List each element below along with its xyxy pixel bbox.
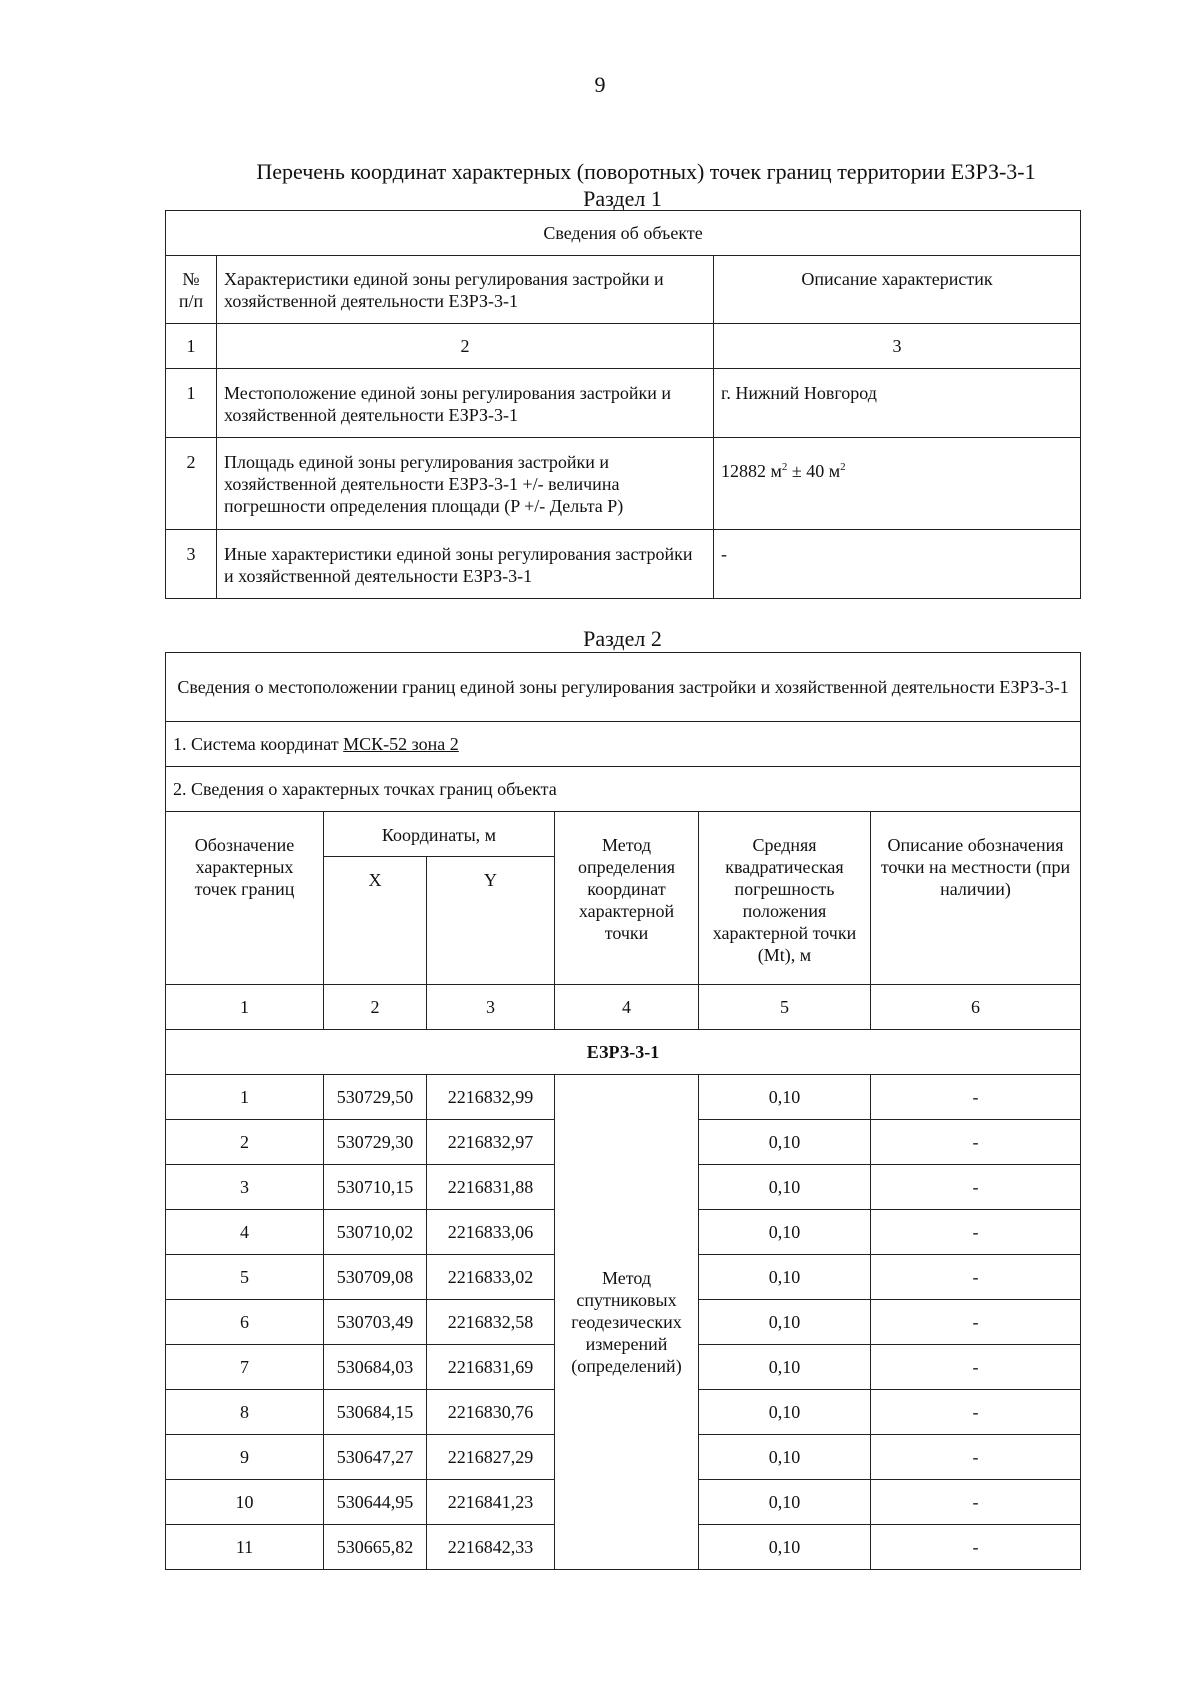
header-characteristics: Характеристики единой зоны регулирования застройки и хозяйственной деятельности ЕЗРЗ-3-1 — [217, 256, 714, 324]
point-mt: 0,10 — [699, 1300, 871, 1345]
point-mt: 0,10 — [699, 1390, 871, 1435]
points-caption-row — [166, 767, 1081, 812]
point-id: 1 — [166, 1075, 324, 1120]
point-id: 8 — [166, 1390, 324, 1435]
point-mt: 0,10 — [699, 1345, 871, 1390]
col-number-2: 2 — [217, 324, 714, 369]
col-number-5: 5 — [699, 985, 871, 1030]
row-value: - — [714, 530, 1081, 599]
boundary-points-table — [165, 652, 1081, 1570]
point-x: 530703,49 — [324, 1300, 427, 1345]
row-name: Площадь единой зоны регулирования застройки и хозяйственной деятельности ЕЗРЗ-3-1 +/- величина погрешности определения площади (P +/- Дельта P) — [217, 438, 714, 530]
point-desc: - — [871, 1300, 1081, 1345]
point-desc: - — [871, 1390, 1081, 1435]
tolerance-unit-power: 2 — [840, 461, 846, 473]
point-x: 530665,82 — [324, 1525, 427, 1570]
point-id: 10 — [166, 1480, 324, 1525]
header-description: Описание характеристик — [714, 256, 1081, 324]
section-1-title: Раздел 1 — [583, 186, 662, 211]
point-y: 2216833,06 — [427, 1210, 555, 1255]
point-desc: - — [871, 1435, 1081, 1480]
point-x: 530647,27 — [324, 1435, 427, 1480]
point-mt: 0,10 — [699, 1075, 871, 1120]
point-desc: - — [871, 1255, 1081, 1300]
col-number-3: 3 — [427, 985, 555, 1030]
object-info-row — [166, 369, 1081, 438]
header-coords: Координаты, м — [324, 812, 555, 857]
object-info-caption-row — [166, 211, 1081, 256]
point-mt: 0,10 — [699, 1165, 871, 1210]
header-y: Y — [427, 857, 555, 985]
document-title: Перечень координат характерных (поворотных) точек границ территории ЕЗРЗ-3-1 — [256, 159, 1036, 184]
header-point: Обозначение характерных точек границ — [166, 812, 324, 985]
col-number-2: 2 — [324, 985, 427, 1030]
point-id: 6 — [166, 1300, 324, 1345]
area-number: 12882 м — [721, 461, 782, 481]
points-caption: 2. Сведения о характерных точках границ объекта — [166, 767, 1081, 812]
coord-system-row — [166, 722, 1081, 767]
point-id: 4 — [166, 1210, 324, 1255]
point-x: 530684,15 — [324, 1390, 427, 1435]
point-y: 2216831,88 — [427, 1165, 555, 1210]
point-y: 2216832,99 — [427, 1075, 555, 1120]
point-id: 5 — [166, 1255, 324, 1300]
point-id: 11 — [166, 1525, 324, 1570]
object-info-table — [165, 210, 1081, 599]
point-x: 530709,08 — [324, 1255, 427, 1300]
point-row — [166, 1075, 1081, 1120]
header-num: № п/п — [166, 256, 217, 324]
point-x: 530729,30 — [324, 1120, 427, 1165]
col-number-1: 1 — [166, 324, 217, 369]
row-num: 3 — [166, 530, 217, 599]
point-y: 2216830,76 — [427, 1390, 555, 1435]
point-x: 530729,50 — [324, 1075, 427, 1120]
area-unit-power: 2 — [781, 461, 788, 473]
point-desc: - — [871, 1480, 1081, 1525]
area-tolerance: ± 40 м — [787, 461, 841, 481]
object-info-row — [166, 438, 1081, 530]
header-description: Описание обозначения точки на местности (при наличии) — [871, 812, 1081, 985]
point-y: 2216832,58 — [427, 1300, 555, 1345]
point-y: 2216833,02 — [427, 1255, 555, 1300]
col-number-3: 3 — [714, 324, 1081, 369]
point-y: 2216832,97 — [427, 1120, 555, 1165]
point-mt: 0,10 — [699, 1255, 871, 1300]
point-id: 3 — [166, 1165, 324, 1210]
header-error: Средняя квадратическая погрешность положения характерной точки (Mt), м — [699, 812, 871, 985]
row-name: Иные характеристики единой зоны регулирования застройки и хозяйственной деятельности ЕЗРЗ-3-1 — [217, 530, 714, 599]
points-col-numbers-row — [166, 985, 1081, 1030]
group-label-row — [166, 1030, 1081, 1075]
point-method: Метод спутниковых геодезических измерений (определений) — [555, 1075, 699, 1570]
coord-system-label: 1. Система координат — [173, 734, 344, 754]
point-desc: - — [871, 1165, 1081, 1210]
point-y: 2216827,29 — [427, 1435, 555, 1480]
page-number: 9 — [594, 72, 606, 97]
point-mt: 0,10 — [699, 1210, 871, 1255]
point-x: 530710,15 — [324, 1165, 427, 1210]
point-id: 9 — [166, 1435, 324, 1480]
point-desc: - — [871, 1525, 1081, 1570]
point-x: 530684,03 — [324, 1345, 427, 1390]
point-x: 530644,95 — [324, 1480, 427, 1525]
point-y: 2216842,33 — [427, 1525, 555, 1570]
point-id: 7 — [166, 1345, 324, 1390]
row-value: г. Нижний Новгород — [714, 369, 1081, 438]
header-method: Метод определения координат характерной точки — [555, 812, 699, 985]
col-number-6: 6 — [871, 985, 1081, 1030]
point-mt: 0,10 — [699, 1435, 871, 1480]
object-info-header-row — [166, 256, 1081, 324]
point-desc: - — [871, 1210, 1081, 1255]
object-info-row — [166, 530, 1081, 599]
object-info-col-numbers-row — [166, 324, 1081, 369]
group-label: ЕЗРЗ-3-1 — [166, 1030, 1081, 1075]
point-mt: 0,10 — [699, 1525, 871, 1570]
point-mt: 0,10 — [699, 1480, 871, 1525]
boundary-caption-row — [166, 653, 1081, 722]
row-name: Местоположение единой зоны регулирования застройки и хозяйственной деятельности ЕЗРЗ-3-1 — [217, 369, 714, 438]
area-value — [714, 438, 1081, 530]
point-desc: - — [871, 1120, 1081, 1165]
row-num: 1 — [166, 369, 217, 438]
point-id: 2 — [166, 1120, 324, 1165]
point-desc: - — [871, 1075, 1081, 1120]
point-y: 2216831,69 — [427, 1345, 555, 1390]
header-x: X — [324, 857, 427, 985]
point-x: 530710,02 — [324, 1210, 427, 1255]
point-mt: 0,10 — [699, 1120, 871, 1165]
row-num: 2 — [166, 438, 217, 530]
section-2-title: Раздел 2 — [583, 626, 662, 651]
boundary-caption: Сведения о местоположении границ единой зоны регулирования застройки и хозяйственной деятельности ЕЗРЗ-3-1 — [166, 653, 1081, 722]
point-desc: - — [871, 1345, 1081, 1390]
point-y: 2216841,23 — [427, 1480, 555, 1525]
col-number-4: 4 — [555, 985, 699, 1030]
points-header-row — [166, 812, 1081, 857]
col-number-1: 1 — [166, 985, 324, 1030]
coord-system-value: МСК-52 зона 2 — [343, 734, 459, 754]
object-info-caption: Сведения об объекте — [166, 211, 1081, 256]
coord-system — [166, 722, 1081, 767]
